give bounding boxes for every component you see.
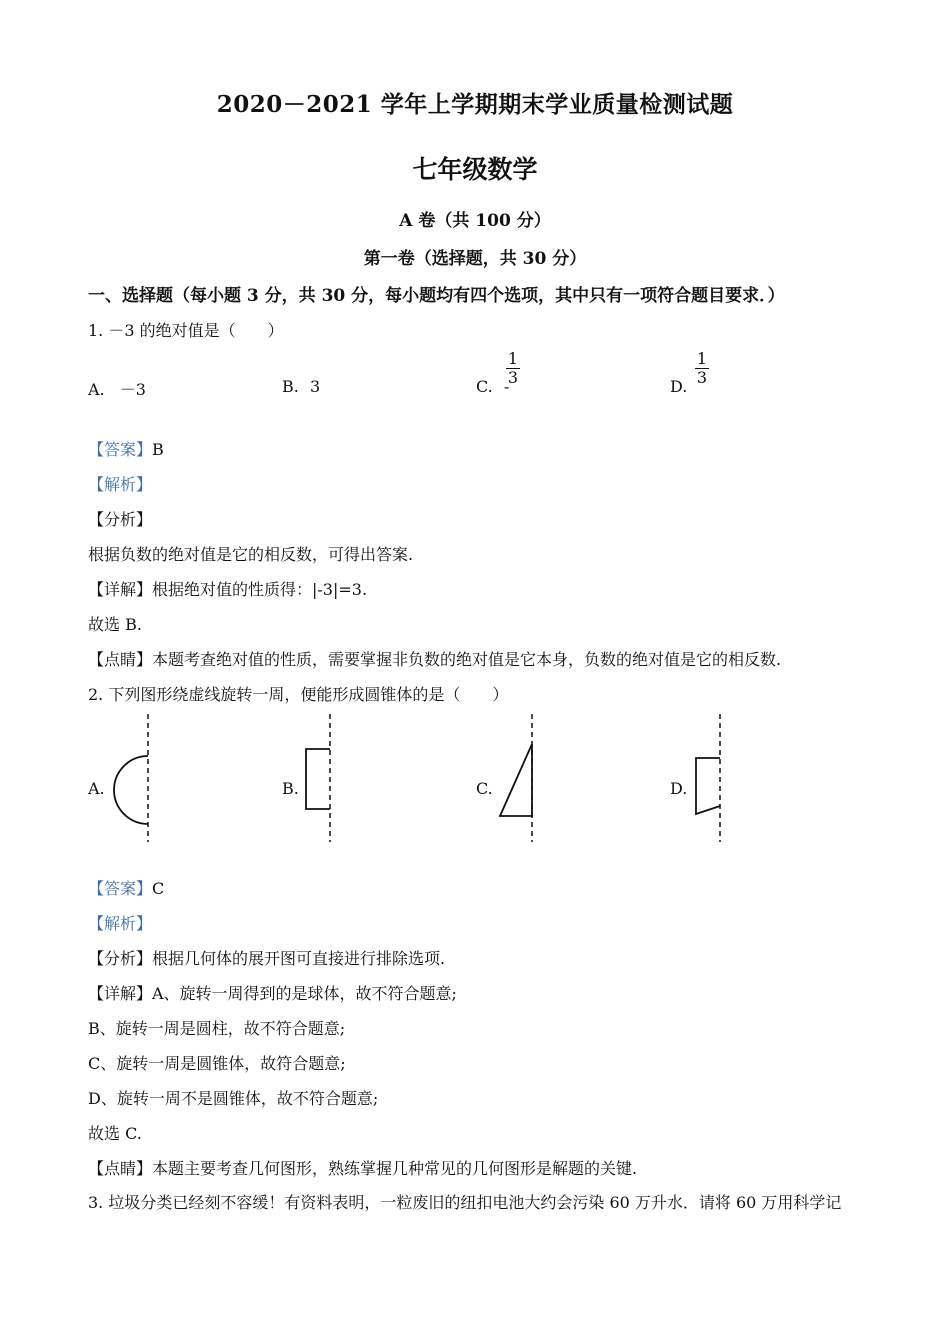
q2-option-d-label: D. bbox=[670, 779, 688, 798]
trapezoid-icon bbox=[690, 714, 730, 844]
q2-option-b-label: B. bbox=[282, 779, 299, 798]
part-heading: 第一卷（选择题，共 30 分） bbox=[363, 249, 587, 269]
q3-stem: 3. 垃圾分类已经刻不容缓！有资料表明，一粒废旧的纽扣电池大约会污染 60 万升水．请将 60 万用科学记 bbox=[88, 1193, 842, 1212]
rectangle-icon bbox=[300, 714, 340, 844]
q1-fenxi-tag: 【分析】 bbox=[88, 510, 153, 529]
right-triangle-icon bbox=[494, 714, 544, 844]
q2-option-a-label: A. bbox=[88, 779, 105, 798]
semicircle-icon bbox=[108, 714, 158, 844]
q1-option-b bbox=[282, 377, 320, 396]
q1-guxuan: 故选 B. bbox=[88, 615, 142, 634]
q2-b-line: B、旋转一周是圆柱，故不符合题意; bbox=[88, 1019, 346, 1038]
q1-option-d-label: D. bbox=[670, 377, 688, 396]
q1-xiangjie: 【详解】根据绝对值的性质得：|-3|=3. bbox=[88, 580, 368, 599]
q1-option-a-label: A. bbox=[88, 380, 105, 399]
q2-guxuan: 故选 C. bbox=[88, 1124, 142, 1143]
q1-option-d-denominator: 3 bbox=[696, 368, 708, 387]
q1-fenxi: 根据负数的绝对值是它的相反数，可得出答案. bbox=[88, 545, 414, 564]
exam-subject: 七年级数学 bbox=[412, 155, 538, 184]
q1-option-c bbox=[476, 377, 509, 396]
q2-answer bbox=[88, 876, 164, 899]
q2-stem: 2. 下列图形绕虚线旋转一周，便能形成圆锥体的是（ ） bbox=[88, 685, 509, 704]
q2-answer-value: C bbox=[152, 879, 165, 898]
q1-stem: 1. －3 的绝对值是（ ） bbox=[88, 321, 284, 340]
q2-fenxi: 【分析】根据几何体的展开图可直接进行排除选项. bbox=[88, 949, 446, 968]
q2-answer-tag: 【答案】 bbox=[88, 879, 153, 898]
q1-option-d-numerator: 1 bbox=[696, 349, 708, 368]
volume-heading: A 卷（共 100 分） bbox=[399, 211, 551, 231]
q1-answer bbox=[88, 437, 164, 460]
q1-jiexi: 【解析】 bbox=[88, 475, 153, 494]
q1-option-a-text: －3 bbox=[119, 380, 146, 399]
q2-jiexi: 【解析】 bbox=[88, 914, 153, 933]
q1-option-c-sign: - bbox=[503, 377, 510, 396]
q2-c-line: C、旋转一周是圆锥体，故符合题意; bbox=[88, 1054, 346, 1073]
q1-option-c-denominator: 3 bbox=[507, 368, 519, 387]
q1-option-a bbox=[88, 377, 146, 400]
q1-dianjing: 【点睛】本题考查绝对值的性质，需要掌握非负数的绝对值是它本身，负数的绝对值是它的相反数. bbox=[88, 650, 782, 669]
section-heading: 一、选择题（每小题 3 分，共 30 分，每小题均有四个选项，其中只有一项符合题目要求．） bbox=[88, 286, 785, 306]
q2-xiangjie: 【详解】A、旋转一周得到的是球体，故不符合题意; bbox=[88, 984, 457, 1003]
q2-dianjing: 【点睛】本题主要考查几何图形，熟练掌握几种常见的几何图形是解题的关键. bbox=[88, 1159, 638, 1178]
q2-option-c-label: C. bbox=[476, 779, 493, 798]
q1-option-d-fraction bbox=[695, 350, 709, 387]
q1-answer-tag: 【答案】 bbox=[88, 440, 153, 459]
q1-option-b-text: 3 bbox=[309, 377, 321, 396]
q1-option-b-label: B. bbox=[282, 377, 299, 396]
q1-option-c-fraction bbox=[506, 350, 520, 387]
q1-option-c-numerator: 1 bbox=[507, 349, 519, 368]
q1-option-c-label: C. bbox=[476, 377, 493, 396]
q2-d-line: D、旋转一周不是圆锥体，故不符合题意; bbox=[88, 1089, 379, 1108]
q1-answer-value: B bbox=[152, 440, 164, 459]
q1-option-d bbox=[670, 377, 687, 396]
exam-title: 2020－2021 学年上学期期末学业质量检测试题 bbox=[216, 91, 734, 118]
